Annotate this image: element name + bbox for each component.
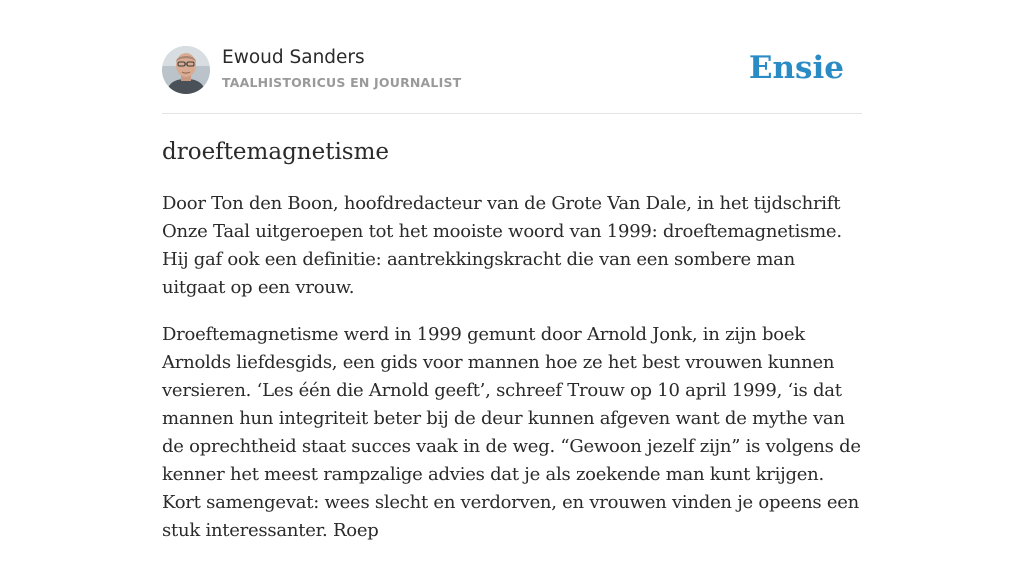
author-role: TAALHISTORICUS EN JOURNALIST — [222, 75, 462, 90]
article-body — [162, 190, 862, 564]
author-name[interactable]: Ewoud Sanders — [222, 47, 365, 68]
header-divider — [162, 113, 862, 114]
article-paragraph: Door Ton den Boon, hoofdredacteur van de Grote Van Dale, in het tijdschrift Onze Taal uitgeroepen tot het mooiste woord van 1999: droeftemagnetisme. Hij gaf ook een definitie: aantrekkingskracht die van een sombere man uitgaat op een vrouw. — [162, 193, 842, 298]
article-title: droeftemagnetisme — [162, 139, 390, 165]
author-header — [162, 46, 862, 96]
author-avatar[interactable] — [162, 46, 210, 94]
article-paragraph: Droeftemagnetisme werd in 1999 gemunt door Arnold Jonk, in zijn boek Arnolds liefdesgids, een gids voor mannen hoe ze het best vrouwen kunnen versieren. ‘Les één die Arnold geeft’, schreef Trouw op 10 april 1999, ‘is dat mannen hun integriteit beter bij de deur kunnen afgeven want de mythe van de oprechtheid staat succes vaak in de weg. “Gewoon jezelf zijn” is volgens de kenner het meest rampzalige advies dat je als zoekende man kunt krijgen. Kort samengevat: wees slecht en verdorven, en vrouwen vinden je opeens een stuk interessanter. Roep — [162, 324, 861, 541]
ensie-logo-link[interactable]: Ensie — [748, 50, 844, 86]
